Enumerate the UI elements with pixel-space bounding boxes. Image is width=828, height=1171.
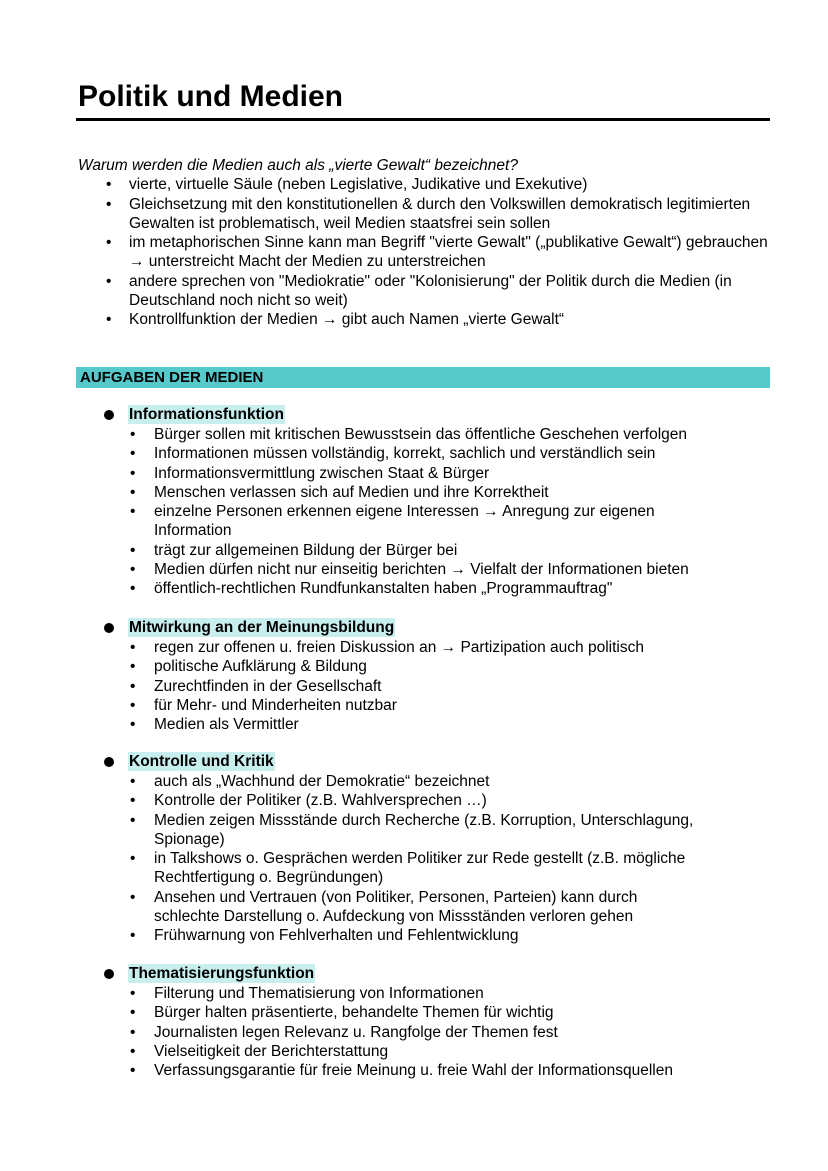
group-list	[104, 638, 784, 734]
list-item: • Informationen müssen vollständig, korrekt, sachlich und verständlich sein	[104, 444, 784, 463]
list-item: • trägt zur allgemeinen Bildung der Bürger bei	[104, 541, 784, 560]
list-item: • in Talkshows o. Gesprächen werden Politiker zur Rede gestellt (z.B. mögliche Rechtfertigung o. Begründungen)	[104, 849, 784, 888]
list-item: • politische Aufklärung & Bildung	[104, 657, 784, 676]
list-item: • Medien zeigen Missstände durch Recherche (z.B. Korruption, Unterschlagung, Spionage)	[104, 811, 784, 850]
list-item: • Zurechtfinden in der Gesellschaft	[104, 677, 784, 696]
title-underline	[76, 118, 770, 121]
list-item: • Frühwarnung von Fehlverhalten und Fehlentwicklung	[104, 926, 784, 945]
intro-block	[78, 156, 778, 330]
list-item: • Vielseitigkeit der Berichterstattung	[104, 1042, 784, 1061]
intro-bullet: • im metaphorischen Sinne kann man Begriff "vierte Gewalt" („publikative Gewalt“) gebrauchen → unterstreicht Macht der Medien zu unterstreichen	[78, 233, 778, 272]
intro-list	[78, 175, 778, 329]
group-heading-row	[104, 618, 784, 638]
list-item: • Bürger sollen mit kritischen Bewusstsein das öffentliche Geschehen verfolgen	[104, 425, 784, 444]
list-item: • Verfassungsgarantie für freie Meinung u. freie Wahl der Informationsquellen	[104, 1061, 784, 1080]
list-item: • Bürger halten präsentierte, behandelte Themen für wichtig	[104, 1003, 784, 1022]
intro-bullet: • vierte, virtuelle Säule (neben Legislative, Judikative und Exekutive)	[78, 175, 778, 194]
group-heading: Mitwirkung an der Meinungsbildung	[129, 619, 395, 636]
intro-bullet: • Gleichsetzung mit den konstitutionellen & durch den Volkswillen demokratisch legitimierten Gewalten ist problematisch, weil Medien staatsfrei sein sollen	[78, 195, 778, 234]
list-item: • Journalisten legen Relevanz u. Rangfolge der Themen fest	[104, 1023, 784, 1042]
page-title: Politik und Medien	[78, 80, 344, 113]
task-group-kontrolle	[104, 752, 784, 946]
list-item: • regen zur offenen u. freien Diskussion an → Partizipation auch politisch	[104, 638, 784, 657]
group-list	[104, 984, 784, 1080]
list-item: • Informationsvermittlung zwischen Staat & Bürger	[104, 464, 784, 483]
list-item: • Medien dürfen nicht nur einseitig berichten → Vielfalt der Informationen bieten	[104, 560, 784, 579]
bullet-dot-icon	[104, 757, 114, 767]
group-heading: Kontrolle und Kritik	[129, 753, 274, 770]
list-item: • einzelne Personen erkennen eigene Interessen → Anregung zur eigenen Information	[104, 502, 784, 541]
section-title: AUFGABEN DER MEDIEN	[80, 369, 264, 386]
group-heading: Informationsfunktion	[129, 406, 284, 423]
list-item: • öffentlich-rechtlichen Rundfunkanstalten haben „Programmauftrag"	[104, 579, 784, 598]
intro-bullet: • andere sprechen von "Mediokratie" oder "Kolonisierung" der Politik durch die Medien (in Deutschland noch nicht so weit)	[78, 272, 778, 311]
list-item: • für Mehr- und Minderheiten nutzbar	[104, 696, 784, 715]
intro-question: Warum werden die Medien auch als „vierte Gewalt“ bezeichnet?	[78, 157, 518, 174]
intro-bullet: • Kontrollfunktion der Medien → gibt auch Namen „vierte Gewalt“	[78, 310, 778, 329]
group-list	[104, 425, 784, 599]
group-heading: Thematisierungsfunktion	[129, 965, 315, 982]
list-item: • Kontrolle der Politiker (z.B. Wahlversprechen …)	[104, 791, 784, 810]
list-item: • Ansehen und Vertrauen (von Politiker, Personen, Parteien) kann durch schlechte Darstellung o. Aufdeckung von Missständen verloren gehen	[104, 888, 784, 927]
list-item: • Menschen verlassen sich auf Medien und ihre Korrektheit	[104, 483, 784, 502]
task-group-informationsfunktion	[104, 405, 784, 599]
group-heading-row	[104, 405, 784, 425]
task-group-meinungsbildung	[104, 618, 784, 734]
group-heading-row	[104, 752, 784, 772]
group-heading-row	[104, 964, 784, 984]
task-group-thematisierung	[104, 964, 784, 1080]
group-list	[104, 772, 784, 946]
bullet-dot-icon	[104, 969, 114, 979]
list-item: • Medien als Vermittler	[104, 715, 784, 734]
list-item: • Filterung und Thematisierung von Informationen	[104, 984, 784, 1003]
bullet-dot-icon	[104, 623, 114, 633]
list-item: • auch als „Wachhund der Demokratie“ bezeichnet	[104, 772, 784, 791]
bullet-dot-icon	[104, 410, 114, 420]
